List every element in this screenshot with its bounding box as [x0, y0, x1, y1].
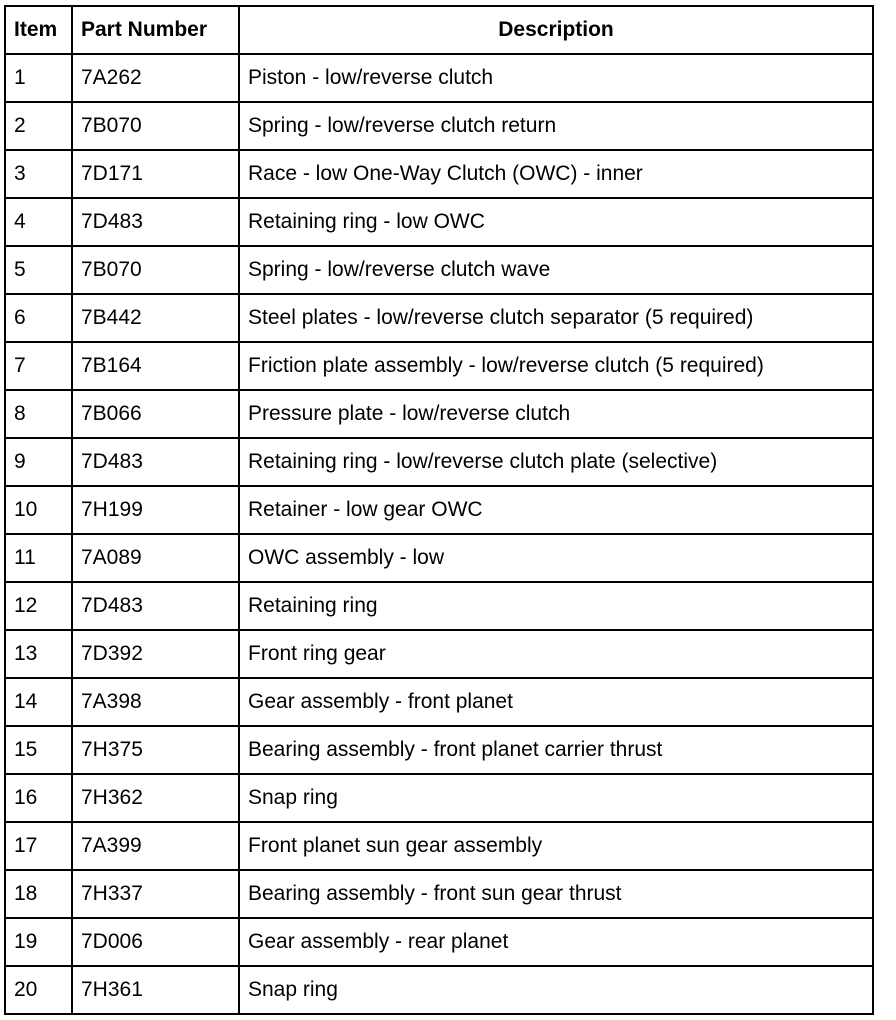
cell-item: 3: [5, 150, 72, 198]
cell-part-number: 7H362: [72, 774, 239, 822]
cell-item: 20: [5, 966, 72, 1014]
cell-part-number: 7D483: [72, 438, 239, 486]
cell-description: Snap ring: [239, 966, 873, 1014]
cell-part-number: 7B442: [72, 294, 239, 342]
table-row: [5, 678, 873, 726]
table-row: [5, 774, 873, 822]
cell-description: Friction plate assembly - low/reverse clutch (5 required): [239, 342, 873, 390]
cell-description: Spring - low/reverse clutch wave: [239, 246, 873, 294]
cell-item: 4: [5, 198, 72, 246]
table-row: [5, 438, 873, 486]
table-row: [5, 198, 873, 246]
cell-description: Front planet sun gear assembly: [239, 822, 873, 870]
table-row: [5, 390, 873, 438]
cell-description: Race - low One-Way Clutch (OWC) - inner: [239, 150, 873, 198]
cell-item: 8: [5, 390, 72, 438]
cell-description: Bearing assembly - front planet carrier thrust: [239, 726, 873, 774]
cell-description: Retaining ring - low/reverse clutch plate (selective): [239, 438, 873, 486]
cell-item: 13: [5, 630, 72, 678]
header-description: Description: [239, 6, 873, 54]
table-row: [5, 630, 873, 678]
table-row: [5, 342, 873, 390]
cell-part-number: 7A089: [72, 534, 239, 582]
table-row: [5, 246, 873, 294]
cell-item: 10: [5, 486, 72, 534]
table-row: [5, 294, 873, 342]
cell-part-number: 7H375: [72, 726, 239, 774]
cell-part-number: 7B066: [72, 390, 239, 438]
table-row: [5, 726, 873, 774]
parts-table-container: [4, 5, 874, 1015]
cell-part-number: 7B070: [72, 102, 239, 150]
cell-part-number: 7H361: [72, 966, 239, 1014]
table-row: [5, 822, 873, 870]
cell-description: OWC assembly - low: [239, 534, 873, 582]
cell-item: 5: [5, 246, 72, 294]
header-row: [5, 6, 873, 54]
cell-description: Gear assembly - rear planet: [239, 918, 873, 966]
table-row: [5, 534, 873, 582]
cell-description: Retaining ring: [239, 582, 873, 630]
cell-part-number: 7H199: [72, 486, 239, 534]
parts-table: [4, 5, 874, 1015]
table-row: [5, 486, 873, 534]
table-row: [5, 870, 873, 918]
cell-part-number: 7D483: [72, 582, 239, 630]
cell-description: Steel plates - low/reverse clutch separator (5 required): [239, 294, 873, 342]
cell-item: 14: [5, 678, 72, 726]
header-part-number: Part Number: [72, 6, 239, 54]
header-item: Item: [5, 6, 72, 54]
cell-part-number: 7A398: [72, 678, 239, 726]
cell-item: 15: [5, 726, 72, 774]
table-row: [5, 918, 873, 966]
cell-item: 16: [5, 774, 72, 822]
cell-item: 19: [5, 918, 72, 966]
table-row: [5, 966, 873, 1014]
table-row: [5, 54, 873, 102]
cell-item: 12: [5, 582, 72, 630]
cell-item: 2: [5, 102, 72, 150]
cell-part-number: 7B070: [72, 246, 239, 294]
cell-part-number: 7D483: [72, 198, 239, 246]
cell-description: Retainer - low gear OWC: [239, 486, 873, 534]
table-row: [5, 582, 873, 630]
cell-item: 7: [5, 342, 72, 390]
cell-description: Spring - low/reverse clutch return: [239, 102, 873, 150]
cell-item: 18: [5, 870, 72, 918]
cell-part-number: 7D006: [72, 918, 239, 966]
cell-description: Front ring gear: [239, 630, 873, 678]
cell-part-number: 7H337: [72, 870, 239, 918]
cell-description: Retaining ring - low OWC: [239, 198, 873, 246]
cell-description: Snap ring: [239, 774, 873, 822]
cell-description: Pressure plate - low/reverse clutch: [239, 390, 873, 438]
cell-part-number: 7A262: [72, 54, 239, 102]
cell-description: Bearing assembly - front sun gear thrust: [239, 870, 873, 918]
table-row: [5, 150, 873, 198]
cell-part-number: 7A399: [72, 822, 239, 870]
table-row: [5, 102, 873, 150]
cell-description: Piston - low/reverse clutch: [239, 54, 873, 102]
parts-table-body: [5, 54, 873, 1014]
cell-item: 9: [5, 438, 72, 486]
cell-item: 6: [5, 294, 72, 342]
cell-part-number: 7D392: [72, 630, 239, 678]
cell-item: 17: [5, 822, 72, 870]
cell-item: 1: [5, 54, 72, 102]
cell-description: Gear assembly - front planet: [239, 678, 873, 726]
cell-part-number: 7D171: [72, 150, 239, 198]
cell-part-number: 7B164: [72, 342, 239, 390]
parts-table-header: [5, 6, 873, 54]
cell-item: 11: [5, 534, 72, 582]
